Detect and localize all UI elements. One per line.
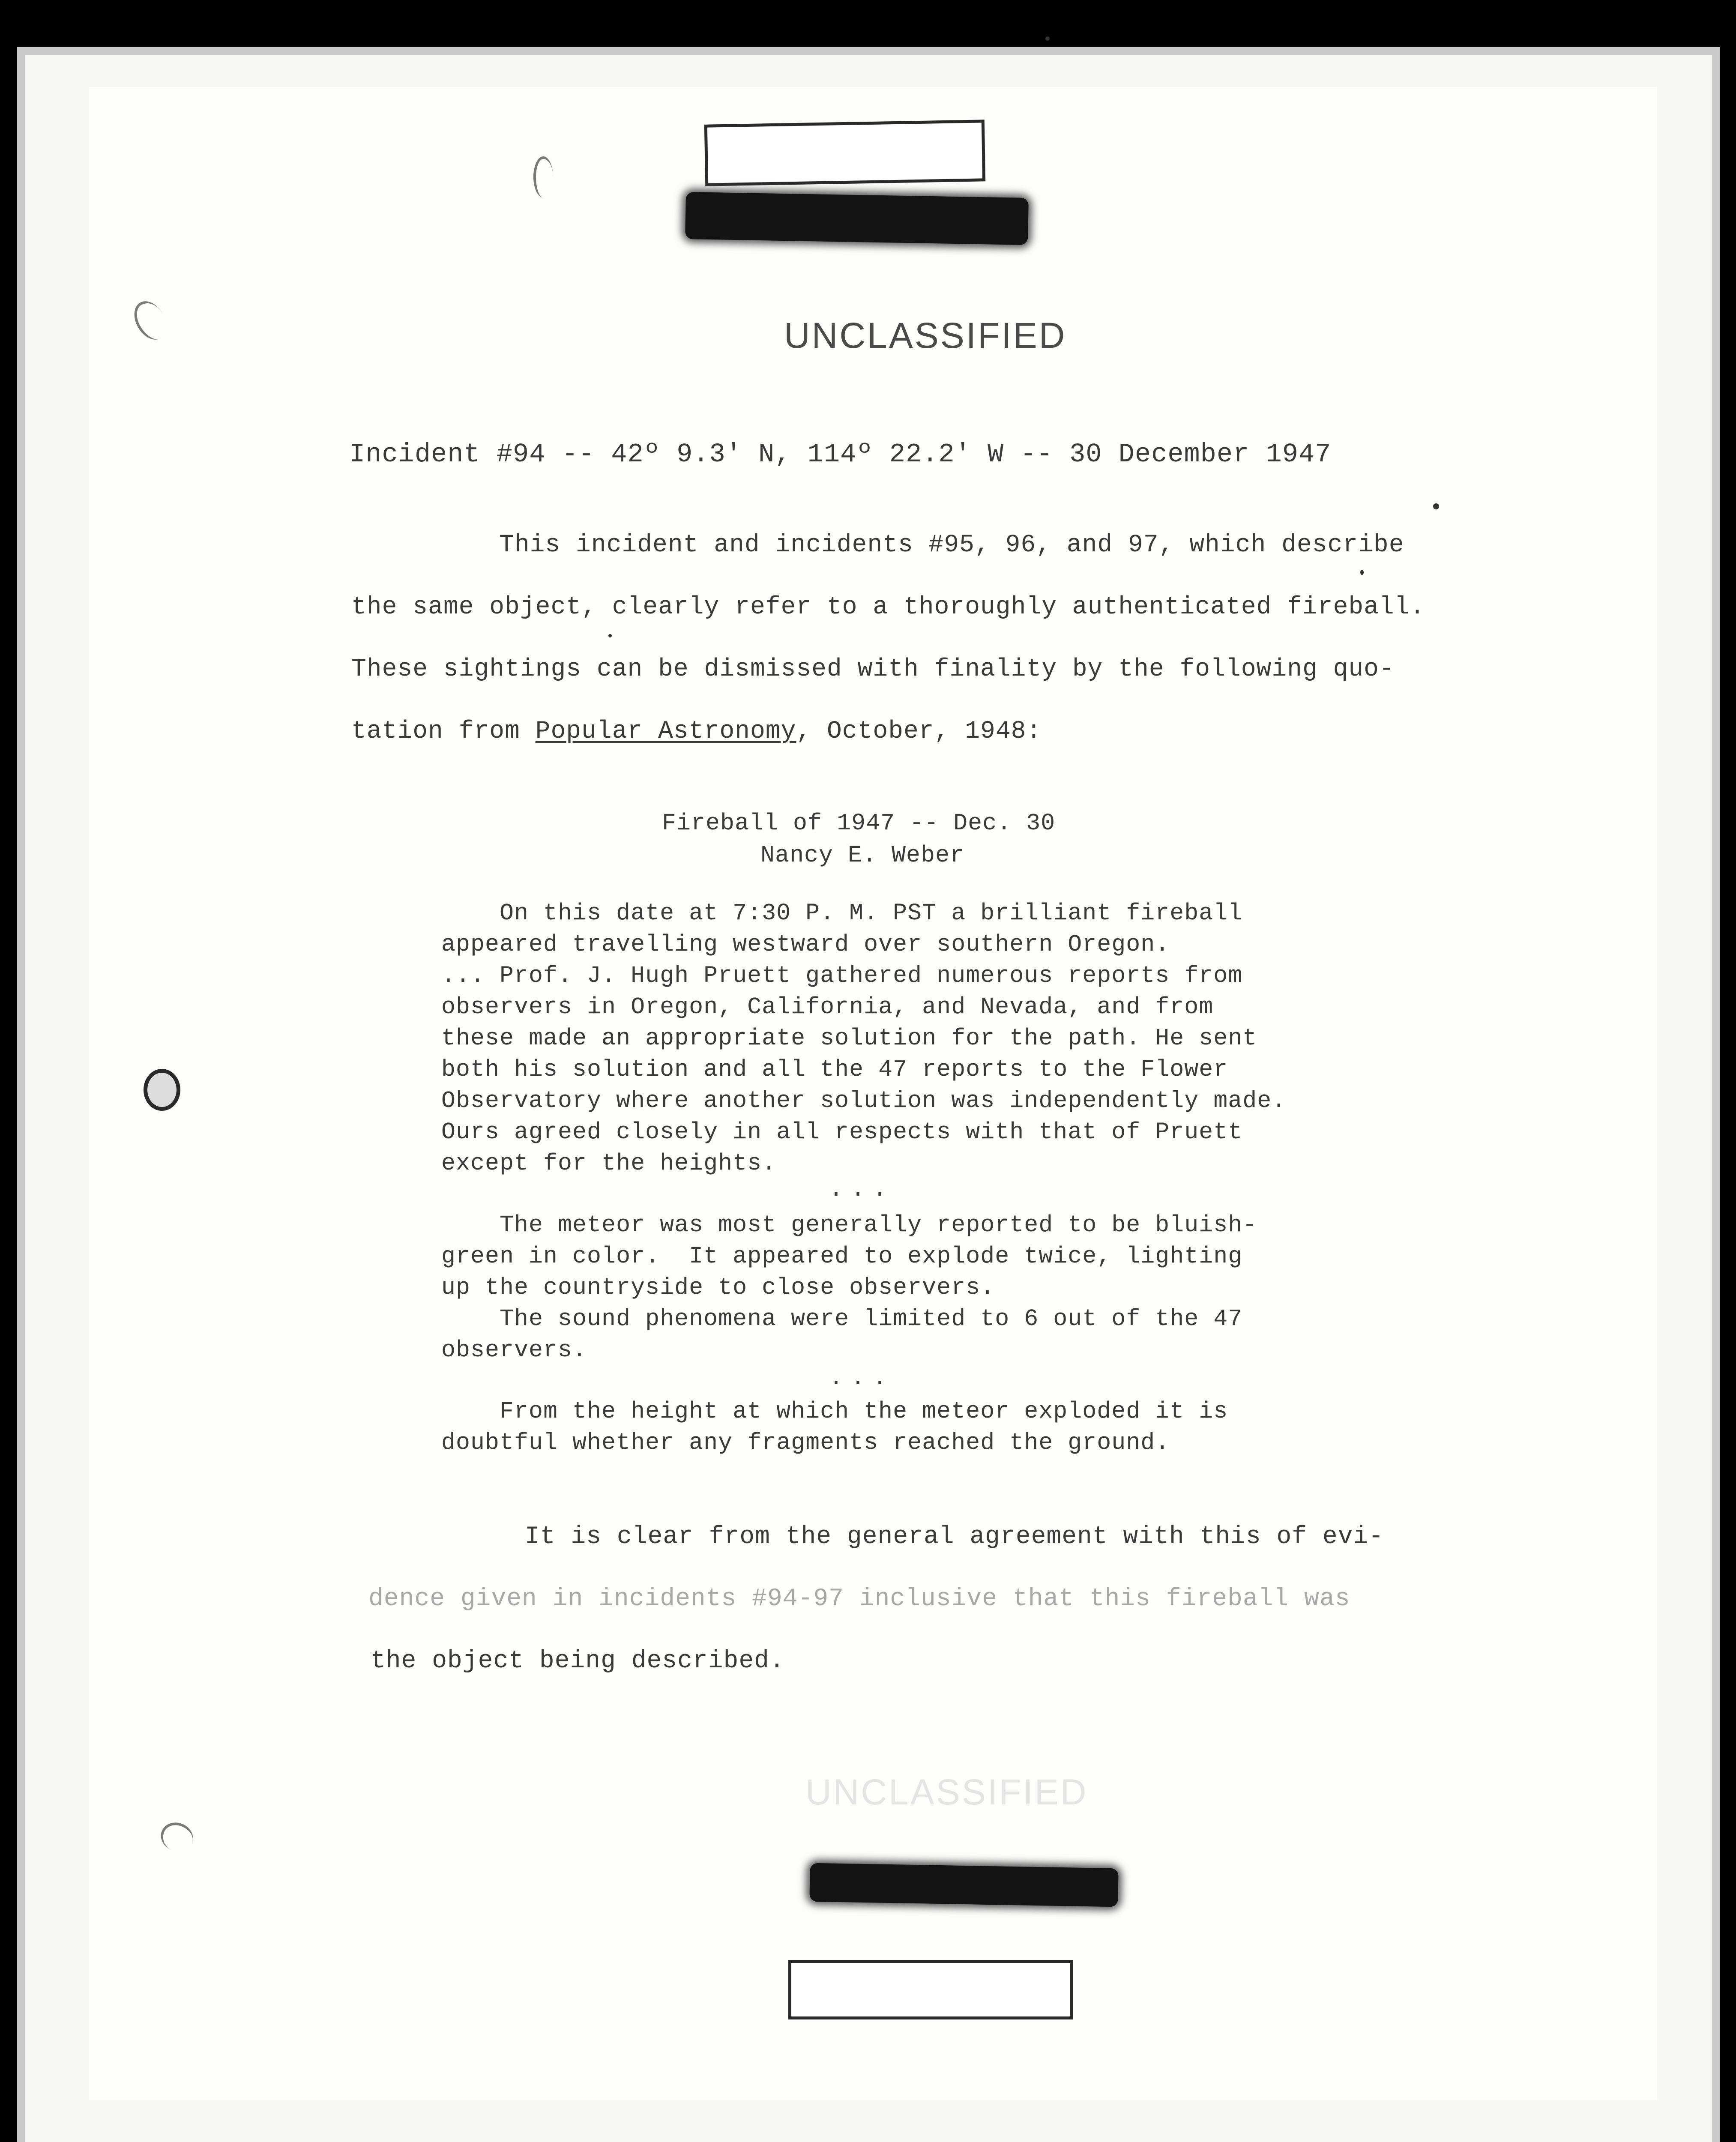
speck-mark [608, 634, 612, 637]
quote-1-line-6: both his solution and all the 47 reports to the Flower [441, 1056, 1228, 1083]
quote-2-line-1: The meteor was most generally reported to be bluish- [441, 1212, 1257, 1239]
quote-1-line-9: except for the heights. [441, 1150, 777, 1177]
intro-line-4 [351, 718, 1042, 745]
quote-3-line-2: doubtful whether any fragments reached the ground. [441, 1429, 1170, 1456]
source-publication: Popular Astronomy [535, 718, 796, 745]
speck-mark [1360, 570, 1364, 575]
article-author: Nancy E. Weber [760, 842, 965, 869]
quote-2-line-4: The sound phenomena were limited to 6 out of the 47 [441, 1305, 1243, 1332]
quote-2-line-2: green in color. It appeared to explode twice, lighting [441, 1243, 1243, 1270]
incident-header: Incident #94 -- 42º 9.3' N, 114º 22.2' W -- 30 December 1947 [349, 439, 1332, 470]
quote-2-line-5: observers. [441, 1337, 587, 1364]
top-stamp-box [704, 120, 985, 186]
article-title: Fireball of 1947 -- Dec. 30 [662, 810, 1056, 837]
intro-line-1: This incident and incidents #95, 96, and 97, which describe [499, 531, 1404, 559]
conclusion-line-3: the object being described. [371, 1647, 785, 1675]
conclusion-line-1: It is clear from the general agreement with this of evi- [525, 1523, 1384, 1551]
intro-line-4-prefix: tation from [351, 718, 536, 745]
conclusion-line-2: dence given in incidents #94-97 inclusive that this fireball was [368, 1585, 1350, 1613]
top-redaction [685, 192, 1029, 245]
speck-mark [1433, 503, 1439, 509]
ellipsis-1: ... [829, 1176, 895, 1203]
quote-1-line-8: Ours agreed closely in all respects with that of Pruett [441, 1119, 1243, 1146]
quote-1-line-5: these made an appropriate solution for the path. He sent [441, 1025, 1257, 1052]
quote-2-line-3: up the countryside to close observers. [441, 1274, 995, 1301]
classification-top: UNCLASSIFIED [784, 315, 1067, 356]
quote-1-line-2: appeared travelling westward over southern Oregon. [441, 931, 1170, 958]
ellipsis-2: ... [829, 1364, 895, 1391]
quote-1-line-1: On this date at 7:30 P. M. PST a brilliant fireball [441, 900, 1243, 927]
quote-1-line-3: ... Prof. J. Hugh Pruett gathered numerous reports from [441, 962, 1243, 989]
classification-bottom: UNCLASSIFIED [805, 1772, 1088, 1812]
bottom-redaction [809, 1863, 1118, 1907]
quote-3-line-1: From the height at which the meteor exploded it is [441, 1398, 1228, 1425]
intro-line-4-suffix: , October, 1948: [796, 718, 1042, 745]
intro-line-2: the same object, clearly refer to a thoroughly authenticated fireball. [351, 593, 1425, 621]
quote-1-line-4: observers in Oregon, California, and Nevada, and from [441, 993, 1214, 1020]
quote-1-line-7: Observatory where another solution was independently made. [441, 1087, 1287, 1114]
intro-line-3: These sightings can be dismissed with finality by the following quo- [351, 655, 1395, 683]
margin-mark [533, 156, 553, 197]
speck-mark [1045, 36, 1050, 41]
bottom-stamp-box [788, 1960, 1073, 2019]
punch-hole [144, 1069, 180, 1111]
